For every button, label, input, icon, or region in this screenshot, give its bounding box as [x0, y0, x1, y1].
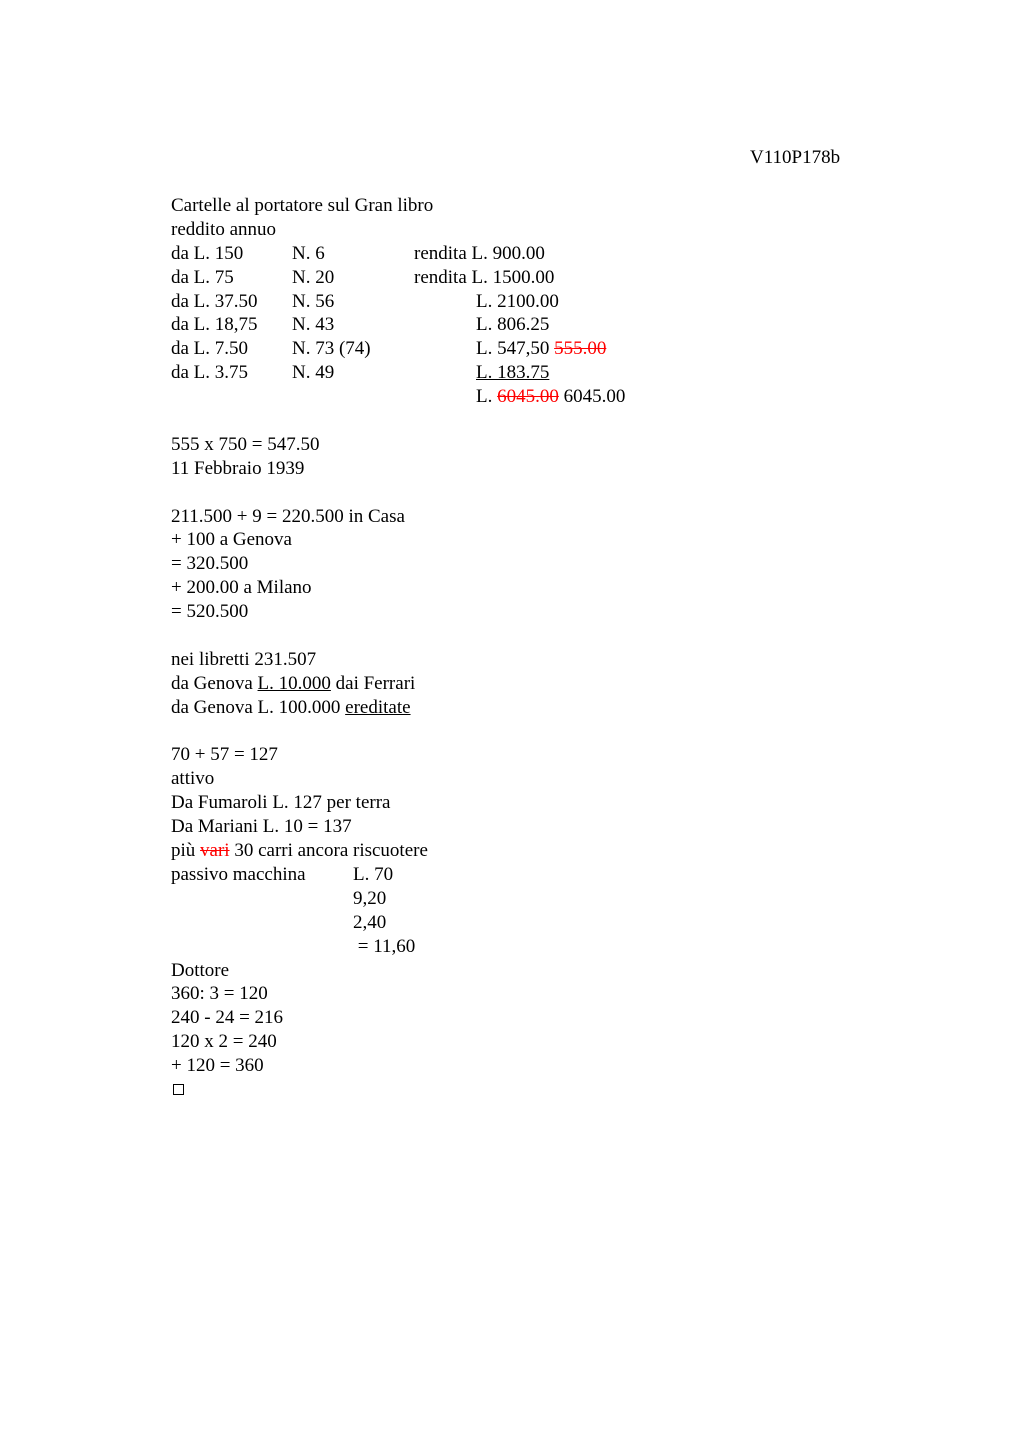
somma-line: = 520.500 [171, 601, 249, 623]
spacer [171, 409, 891, 433]
dottore-line: 240 - 24 = 216 [171, 1007, 284, 1029]
somma-line: + 200.00 a Milano [171, 577, 312, 599]
libretti-line: nei libretti 231.507 [171, 648, 317, 670]
document-title: Cartelle al portatore sul Gran libro [171, 195, 434, 216]
cartella-numero: N. 20 [292, 266, 335, 288]
totale-row [171, 385, 891, 409]
document-body [171, 194, 891, 1102]
cartella-taglio: da L. 18,75 [171, 314, 258, 336]
dottore-line: 360: 3 = 120 [171, 983, 268, 1005]
cartella-row [171, 242, 891, 266]
cartella-importo-cancellato: 555.00 [554, 338, 607, 360]
cartella-rendita: rendita L. 900.00 [414, 242, 545, 264]
cartella-importo: L. 2100.00 [476, 290, 559, 312]
somma-line: 211.500 + 9 = 220.500 in Casa [171, 505, 405, 527]
passivo-row [171, 887, 891, 911]
cartella-taglio: da L. 75 [171, 266, 234, 288]
cartella-taglio: da L. 150 [171, 242, 244, 264]
cartella-importo-group [476, 337, 606, 361]
libretti-line [171, 696, 891, 720]
cartella-row [171, 337, 891, 361]
somma-line: + 100 a Genova [171, 529, 292, 551]
page-id: V110P178b [750, 147, 841, 168]
spacer [171, 481, 891, 505]
passivo-totale: = 11,60 [353, 935, 416, 957]
attivo-text: 30 carri ancora riscuotere [234, 840, 428, 862]
cartella-numero: N. 6 [292, 242, 325, 264]
libretti-importo: ereditate [345, 696, 411, 718]
passivo-valore: 9,20 [353, 887, 387, 909]
dottore-line: 120 x 2 = 240 [171, 1031, 277, 1053]
cartella-row [171, 290, 891, 314]
cartella-taglio: da L. 3.75 [171, 362, 249, 384]
cartella-taglio: da L. 37.50 [171, 290, 258, 312]
attivo-cancellato: vari [200, 840, 230, 862]
attivo-line: Da Fumaroli L. 127 per terra [171, 792, 391, 814]
libretti-importo: L. 10.000 [257, 672, 331, 694]
passivo-valore: L. 70 [353, 863, 394, 885]
cartella-importo: L. 806.25 [476, 314, 550, 336]
cartella-rendita: rendita L. 1500.00 [414, 266, 555, 288]
totale-group [476, 385, 625, 409]
attivo-line [171, 839, 891, 863]
libretti-text: dai Ferrari [335, 672, 416, 694]
dottore-line: + 120 = 360 [171, 1055, 264, 1077]
somma-line: = 320.500 [171, 553, 249, 575]
cartella-row [171, 266, 891, 290]
cartella-row [171, 361, 891, 385]
attivo-text: più [171, 840, 196, 862]
totale-cancellato: 6045.00 [497, 386, 559, 408]
checkbox-row [171, 1078, 891, 1102]
libretti-text: da Genova [171, 672, 253, 694]
attivo-title: attivo [171, 768, 215, 790]
libretti-line [171, 672, 891, 696]
cartella-row [171, 313, 891, 337]
spacer [171, 624, 891, 648]
dottore-title: Dottore [171, 959, 230, 981]
calcolo-line: 555 x 750 = 547.50 [171, 433, 320, 455]
date-line: 11 Febbraio 1939 [171, 457, 305, 479]
cartella-numero: N. 49 [292, 362, 335, 384]
passivo-row [171, 863, 891, 887]
attivo-calcolo: 70 + 57 = 127 [171, 744, 278, 766]
cartella-taglio: da L. 7.50 [171, 338, 249, 360]
cartella-numero: N. 56 [292, 290, 335, 312]
cartella-numero: N. 73 (74) [292, 338, 371, 360]
attivo-line: Da Mariani L. 10 = 137 [171, 816, 352, 838]
cartella-importo: L. 547,50 [476, 338, 550, 360]
spacer [171, 720, 891, 744]
totale-valore: 6045.00 [563, 386, 626, 408]
totale-prefisso: L. [476, 386, 493, 408]
passivo-row [171, 935, 891, 959]
passivo-row [171, 911, 891, 935]
document-subtitle: reddito annuo [171, 218, 277, 240]
passivo-label: passivo macchina [171, 863, 306, 885]
passivo-valore: 2,40 [353, 911, 387, 933]
libretti-text: da Genova L. 100.000 [171, 696, 341, 718]
cartella-numero: N. 43 [292, 314, 335, 336]
checkbox-icon [173, 1084, 184, 1095]
cartella-importo: L. 183.75 [476, 362, 550, 384]
